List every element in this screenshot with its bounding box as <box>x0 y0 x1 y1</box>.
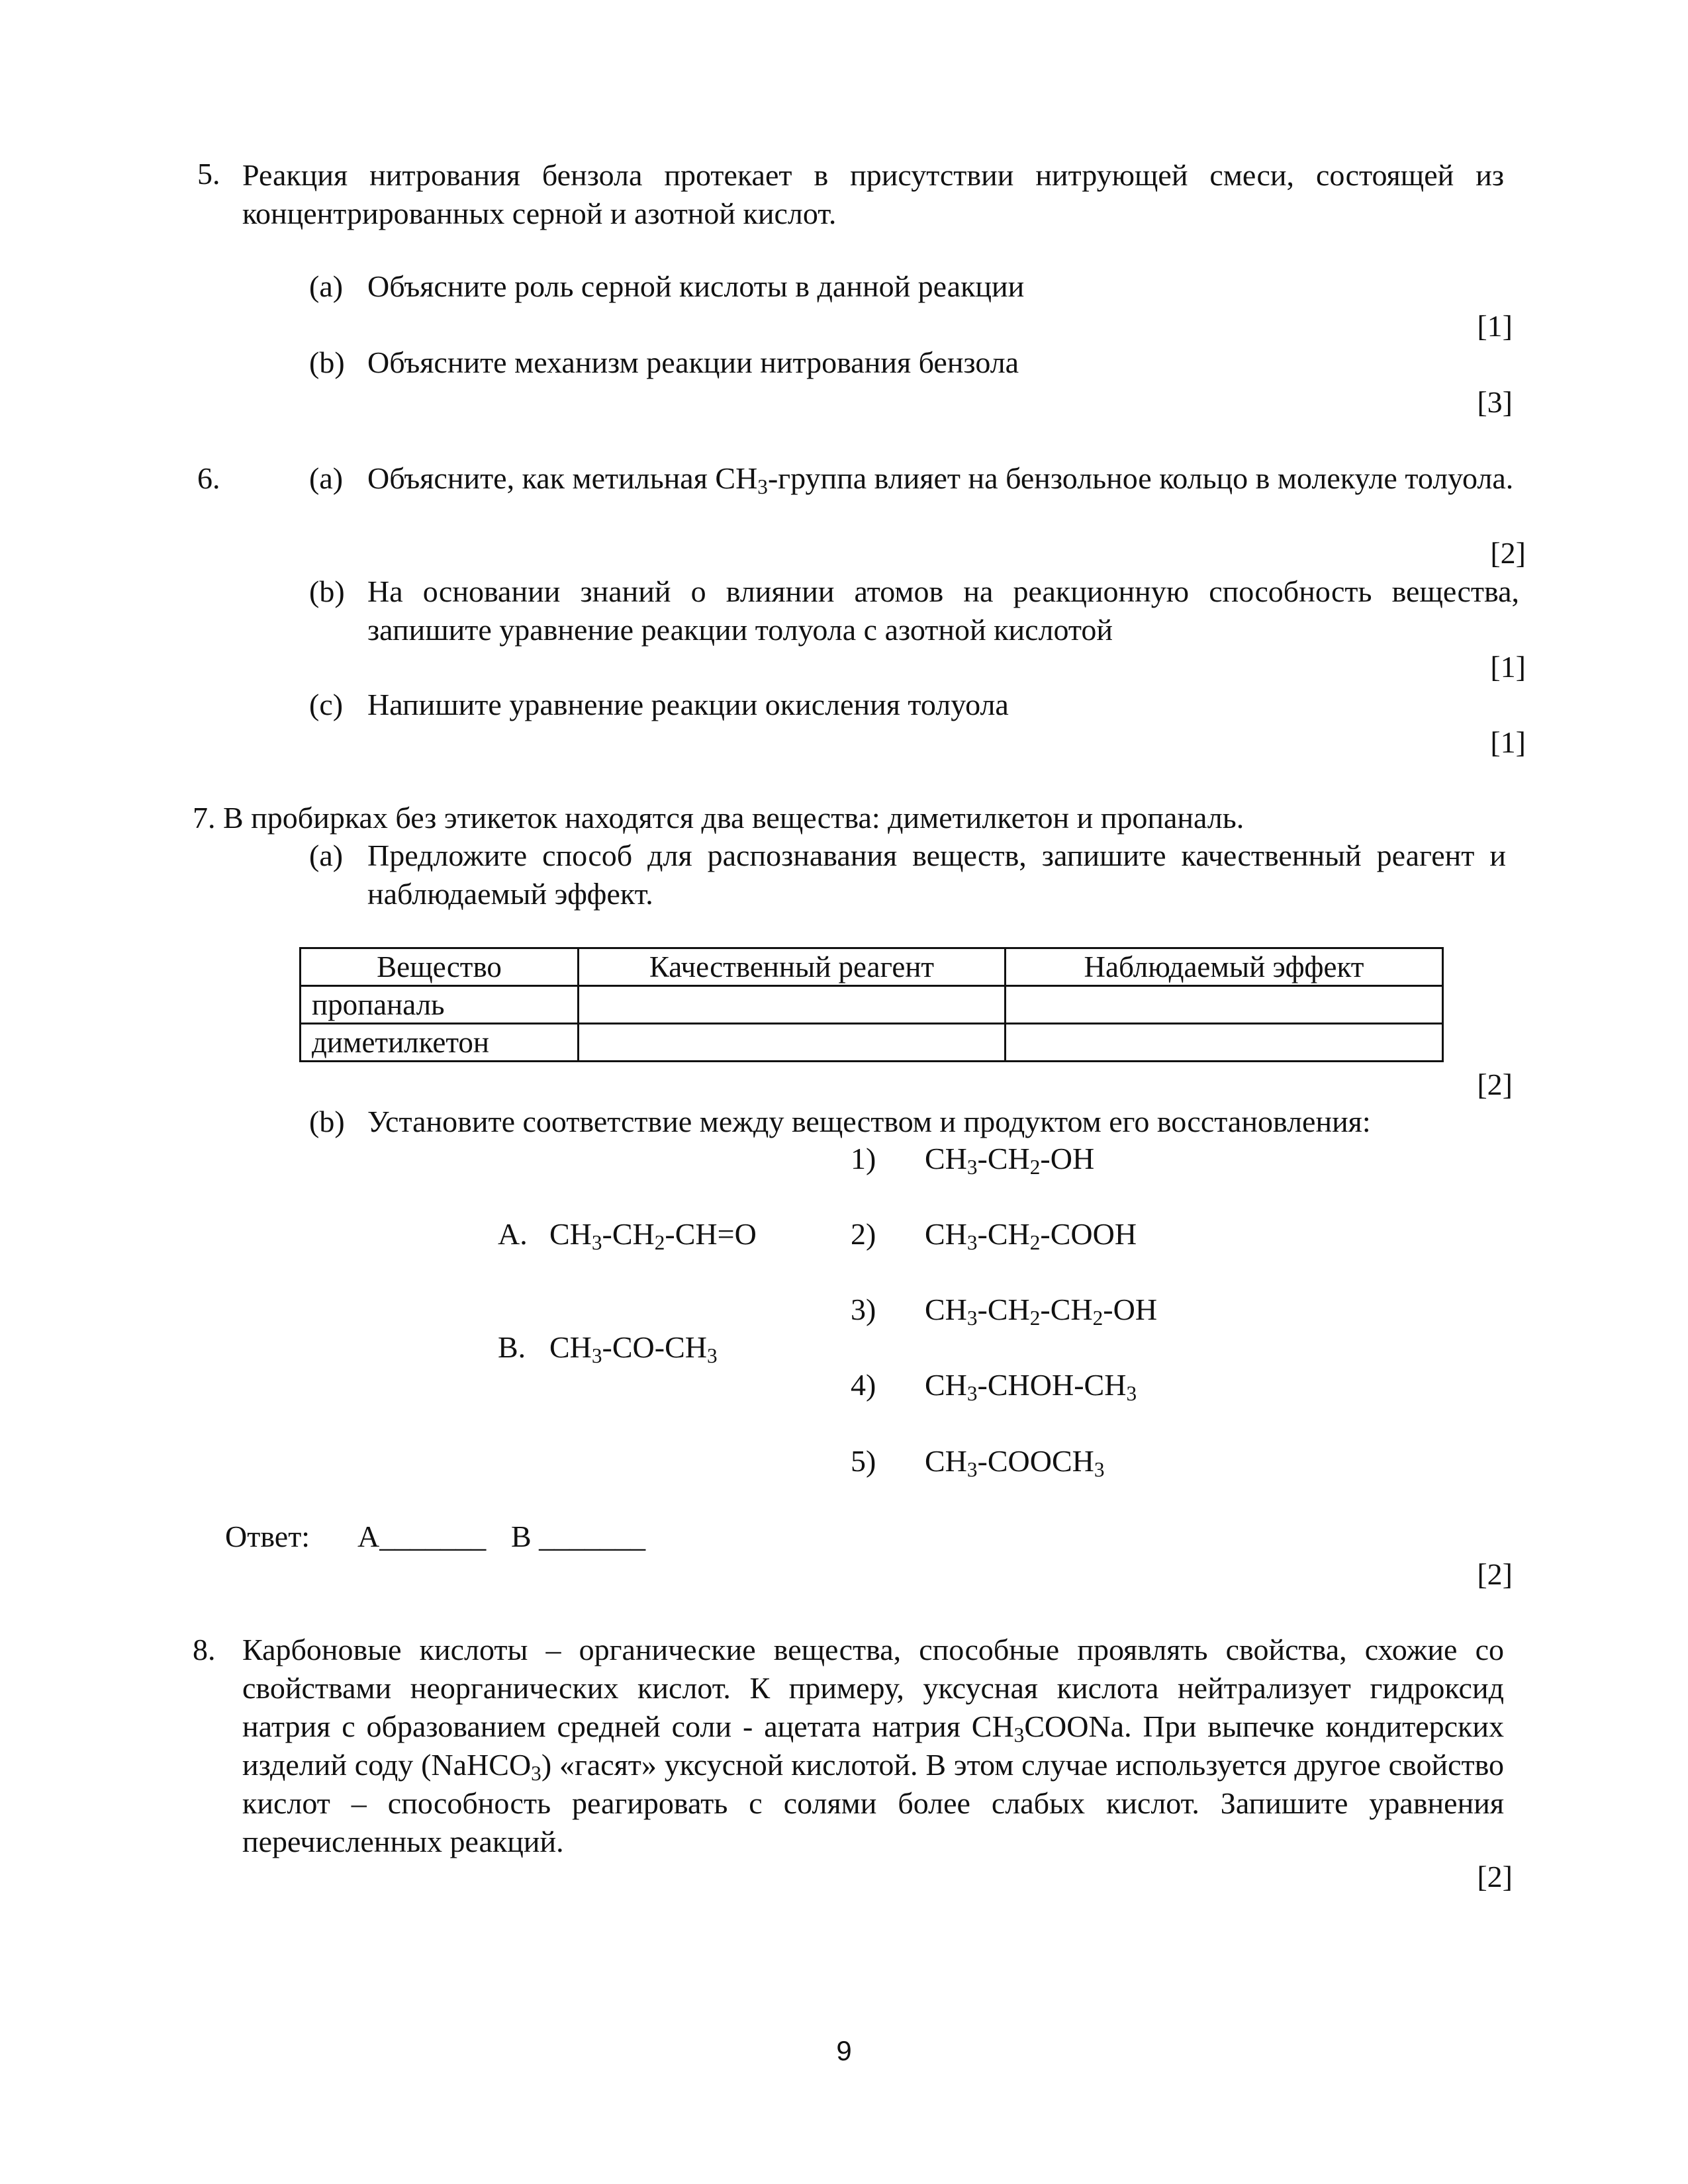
q6c-text: Напишите уравнение реакции окисления толуола <box>367 688 1009 721</box>
table-cell-empty[interactable] <box>579 1024 1006 1062</box>
table-cell-empty[interactable] <box>579 986 1006 1024</box>
q6b-text: На основании знаний о влиянии атомов на реакционную способность вещества, запишите уравнение реакции толуола с азотной кислотой <box>367 574 1519 647</box>
page-number: 9 <box>836 2035 852 2066</box>
reagent-table <box>299 947 1444 1062</box>
product-formula: $CH_3-COOCH_3$ <box>925 1444 1105 1481</box>
substance-b-formula: $CH_3-CO-CH_3$ <box>549 1330 718 1367</box>
q7-intro: 7. В пробирках без этикеток находятся два вещества: диметилкетон и пропаналь. <box>193 801 1244 835</box>
table-cell: диметилкетон <box>301 1024 579 1062</box>
product-number: 2) <box>851 1217 876 1251</box>
table-header-cell: Вещество <box>301 948 579 986</box>
q6c-marks: [1] <box>1490 725 1526 759</box>
table-row <box>301 1024 1443 1062</box>
table-header-cell: Качественный реагент <box>579 948 1006 986</box>
product-formula: $CH_3-CH_2-CH_2-OH$ <box>925 1293 1158 1330</box>
table-cell: пропаналь <box>301 986 579 1024</box>
substance-a-label: A. <box>498 1217 528 1251</box>
answer-a-blank[interactable]: A_______ <box>357 1520 487 1553</box>
q5-text: Реакция нитрования бензола протекает в присутствии нитрующей смеси, состоящей из концентрированных серной и азотной кислот. <box>242 158 1504 230</box>
q5b-letter: (b) <box>309 345 345 379</box>
q5a-text: Объясните роль серной кислоты в данной реакции <box>367 269 1025 303</box>
q5a-marks: [1] <box>1477 309 1513 343</box>
q8-text: Карбоновые кислоты – органические вещества, способные проявлять свойства, схожие со свойствами неорганических кислот. К примеру, уксусная кислота нейтрализует гидроксид натрия с образованием средней соли - ацетата натрия $CH_3COONa$. При выпечке кондитерских изделий соду (NaHCO$_3$) «гасят» уксусной кислотой. В этом случае используется другое свойство кислот – способность реагировать с солями более слабых кислот. Запишите уравнения перечисленных реакций. <box>242 1633 1504 1858</box>
table-header-row <box>301 948 1443 986</box>
q6b-letter: (b) <box>309 574 345 608</box>
q7b-letter: (b) <box>309 1105 345 1138</box>
product-number: 1) <box>851 1142 876 1175</box>
q8-number: 8. <box>193 1633 216 1666</box>
q7a-text: Предложите способ для распознавания веществ, запишите качественный реагент и наблюдаемый эффект. <box>367 839 1506 911</box>
answer-label: Ответ: <box>225 1520 310 1553</box>
q6a-letter: (a) <box>309 461 344 495</box>
product-formula: $CH_3-CHOH-CH_3$ <box>925 1368 1137 1405</box>
answer-b-blank[interactable]: B _______ <box>511 1520 646 1553</box>
q7a-marks: [2] <box>1477 1068 1513 1101</box>
product-number: 3) <box>851 1293 876 1326</box>
product-number: 4) <box>851 1368 876 1402</box>
q7b-marks: [2] <box>1477 1557 1513 1591</box>
substance-b-label: B. <box>498 1330 526 1364</box>
q5b-marks: [3] <box>1477 385 1513 419</box>
q5b-text: Объясните механизм реакции нитрования бензола <box>367 345 1019 379</box>
table-row <box>301 986 1443 1024</box>
table-cell-empty[interactable] <box>1006 1024 1443 1062</box>
q5a-letter: (a) <box>309 269 344 303</box>
table-cell-empty[interactable] <box>1006 986 1443 1024</box>
product-formula: $CH_3-CH_2$-COOH <box>925 1217 1137 1254</box>
q6b-marks: [1] <box>1490 650 1526 684</box>
q6c-letter: (c) <box>309 688 344 721</box>
q6a-text: Объясните, как метильная $CH_3$-группа влияет на бензольное кольцо в молекуле толуола. <box>367 461 1514 498</box>
table-header-cell: Наблюдаемый эффект <box>1006 948 1443 986</box>
q6a-marks: [2] <box>1490 536 1526 570</box>
product-number: 5) <box>851 1444 876 1478</box>
product-formula: $CH_3-CH_2-OH$ <box>925 1142 1095 1179</box>
substance-a-formula: $CH_3-CH_2-CH=O$ <box>549 1217 757 1254</box>
q7b-text: Установите соответствие между веществом и продуктом его восстановления: <box>367 1105 1371 1138</box>
q7a-letter: (a) <box>309 839 344 872</box>
q6-number: 6. <box>197 461 220 495</box>
q5-number: 5. <box>197 157 220 191</box>
q8-marks: [2] <box>1477 1860 1513 1893</box>
